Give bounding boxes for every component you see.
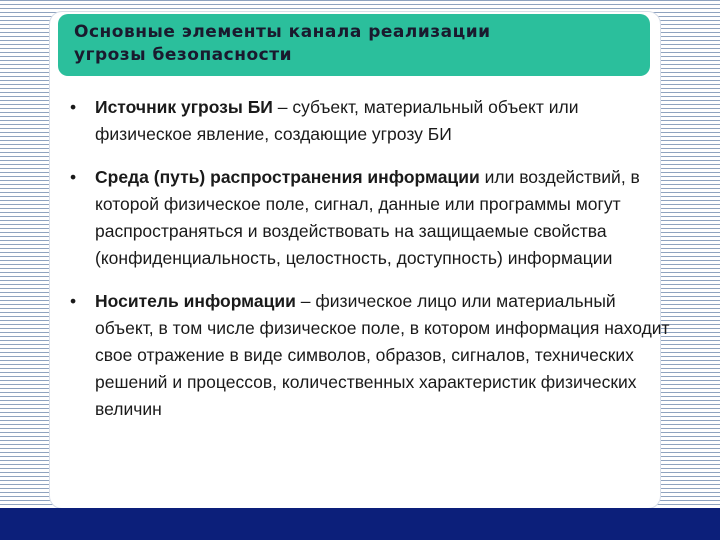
bullet-item-source [70,94,670,148]
bullet-list [70,94,670,423]
bottom-bar [0,508,720,540]
title-line-1: Основные элементы канала реализации [74,22,491,42]
bullet-item-medium [70,164,670,272]
title-line-2: угрозы безопасности [74,45,292,65]
bullet-item-carrier [70,288,670,423]
bullet-dot-icon: • [70,291,77,311]
bullet-term: Источник угрозы БИ [95,97,273,117]
bullet-term: Носитель информации [95,291,296,311]
title-banner [58,14,650,76]
bullet-term: Среда (путь) распространения информации [95,167,480,187]
bullet-dot-icon: • [70,97,77,117]
bullet-text: – физическое лицо или материальный объект, в том числе физическое поле, в котором информация находит свое отражение в виде символов, образов, сигналов, технических решений и процессов, количественных характеристик физических величин [95,291,670,419]
bullet-dot-icon: • [70,167,77,187]
bullet-text: – субъект, материальный объект или физическое явление, создающие угрозу БИ [95,97,579,144]
bullet-text: или воздействий, в которой физическое поле, сигнал, данные или программы могут распространяться и воздействовать на защищаемые свойства (конфиденциальность, целостность, доступность) информации [95,167,640,268]
